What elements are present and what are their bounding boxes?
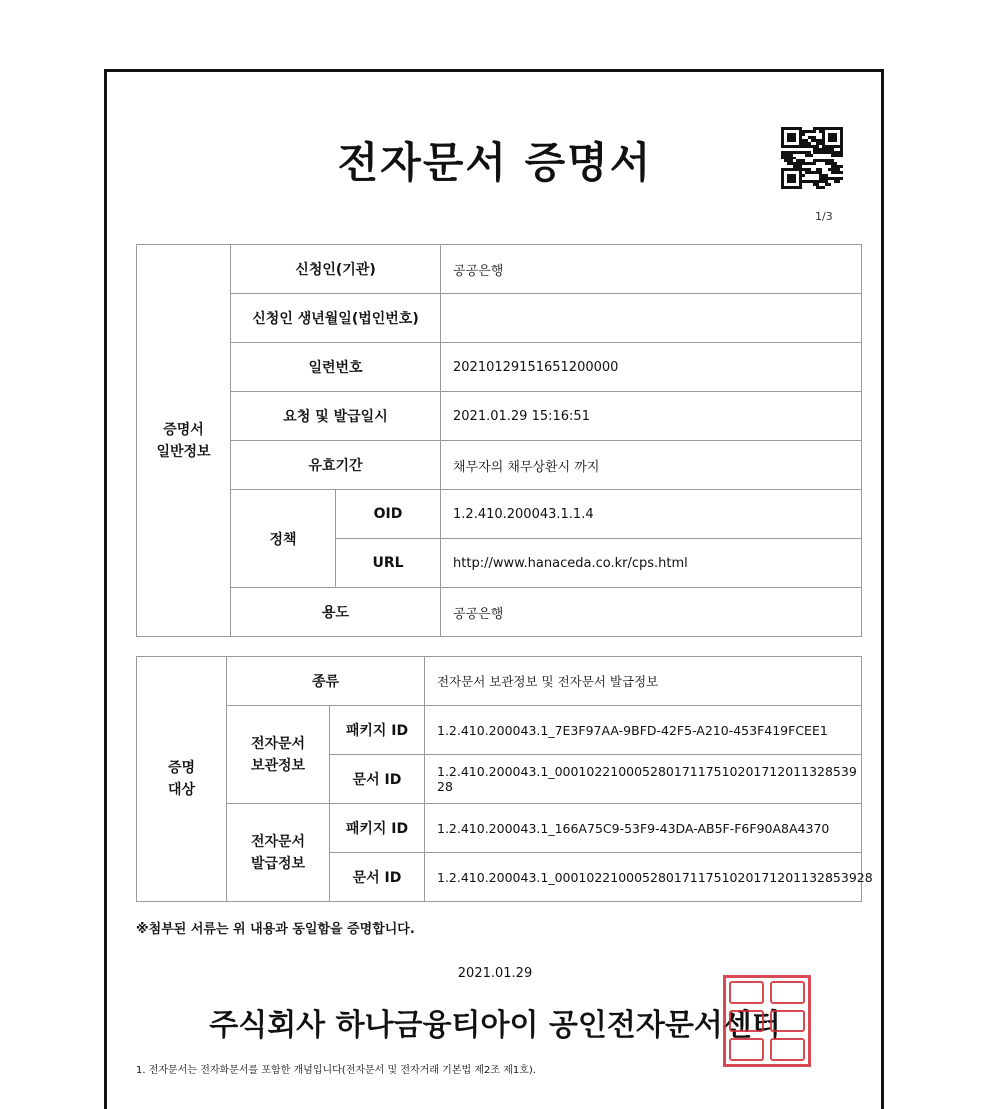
table-row [137, 657, 862, 706]
table-row [137, 392, 862, 441]
usage-label: 용도 [231, 588, 441, 637]
official-seal-icon [723, 975, 811, 1067]
target-table [136, 656, 873, 902]
storage-package-id: 1.2.410.200043.1_7E3F97AA-9BFD-42F5-A210-453F419FCEE1 [425, 706, 862, 755]
type-value: 전자문서 보관정보 및 전자문서 발급정보 [425, 657, 862, 706]
issue-doc-label: 문서 ID [330, 853, 425, 902]
oid-label: OID [336, 490, 441, 539]
page-number: 1/3 [815, 210, 833, 223]
qr-code-icon [781, 127, 843, 189]
target-section-label: 증명 대상 [137, 657, 227, 902]
table-row [137, 245, 862, 294]
usage-value: 공공은행 [441, 588, 862, 637]
birthdate-label: 신청인 생년월일(법인번호) [231, 294, 441, 343]
general-info-table [136, 244, 862, 637]
validity-value: 채무자의 채무상환시 까지 [441, 441, 862, 490]
table-row [137, 588, 862, 637]
serial-label: 일련번호 [231, 343, 441, 392]
issue-datetime-value: 2021.01.29 15:16:51 [441, 392, 862, 441]
validity-label: 유효기간 [231, 441, 441, 490]
policy-label: 정책 [231, 490, 336, 588]
issuer-name: 주식회사 하나금융티아이 공인전자문서센터 [209, 1008, 781, 1043]
serial-value: 20210129151651200000 [441, 343, 862, 392]
storage-info-label: 전자문서 보관정보 [227, 706, 330, 804]
general-info-section-label: 증명서 일반정보 [137, 245, 231, 637]
table-row [137, 343, 862, 392]
type-label: 종류 [227, 657, 425, 706]
table-row [137, 706, 862, 755]
table-row [137, 804, 862, 853]
applicant-value: 공공은행 [441, 245, 862, 294]
url-label: URL [336, 539, 441, 588]
issue-package-label: 패키지 ID [330, 804, 425, 853]
table-row [137, 294, 862, 343]
certification-notice: ※첨부된 서류는 위 내용과 동일함을 증명합니다. [136, 922, 415, 937]
document-title: 전자문서 증명서 [337, 138, 653, 187]
table-row [137, 441, 862, 490]
issue-package-id: 1.2.410.200043.1_166A75C9-53F9-43DA-AB5F-F6F90A8A4370 [425, 804, 862, 853]
table-row [137, 490, 862, 539]
birthdate-value [441, 294, 862, 343]
url-value: http://www.hanaceda.co.kr/cps.html [441, 539, 862, 588]
footnote: 1. 전자문서는 전자화문서를 포함한 개념입니다(전자문서 및 전자거래 기본법 제2조 제1호). [136, 1065, 536, 1076]
issue-datetime-label: 요청 및 발급일시 [231, 392, 441, 441]
certification-date: 2021.01.29 [457, 966, 533, 981]
storage-doc-id: 1.2.410.200043.1_00010221000528017117510201712011328539 28 [425, 755, 862, 804]
issue-info-label: 전자문서 발급정보 [227, 804, 330, 902]
applicant-label: 신청인(기관) [231, 245, 441, 294]
oid-value: 1.2.410.200043.1.1.4 [441, 490, 862, 539]
issue-doc-id: 1.2.410.200043.1_0001022100052801711751020171201132853928 [425, 853, 862, 902]
storage-package-label: 패키지 ID [330, 706, 425, 755]
storage-doc-label: 문서 ID [330, 755, 425, 804]
